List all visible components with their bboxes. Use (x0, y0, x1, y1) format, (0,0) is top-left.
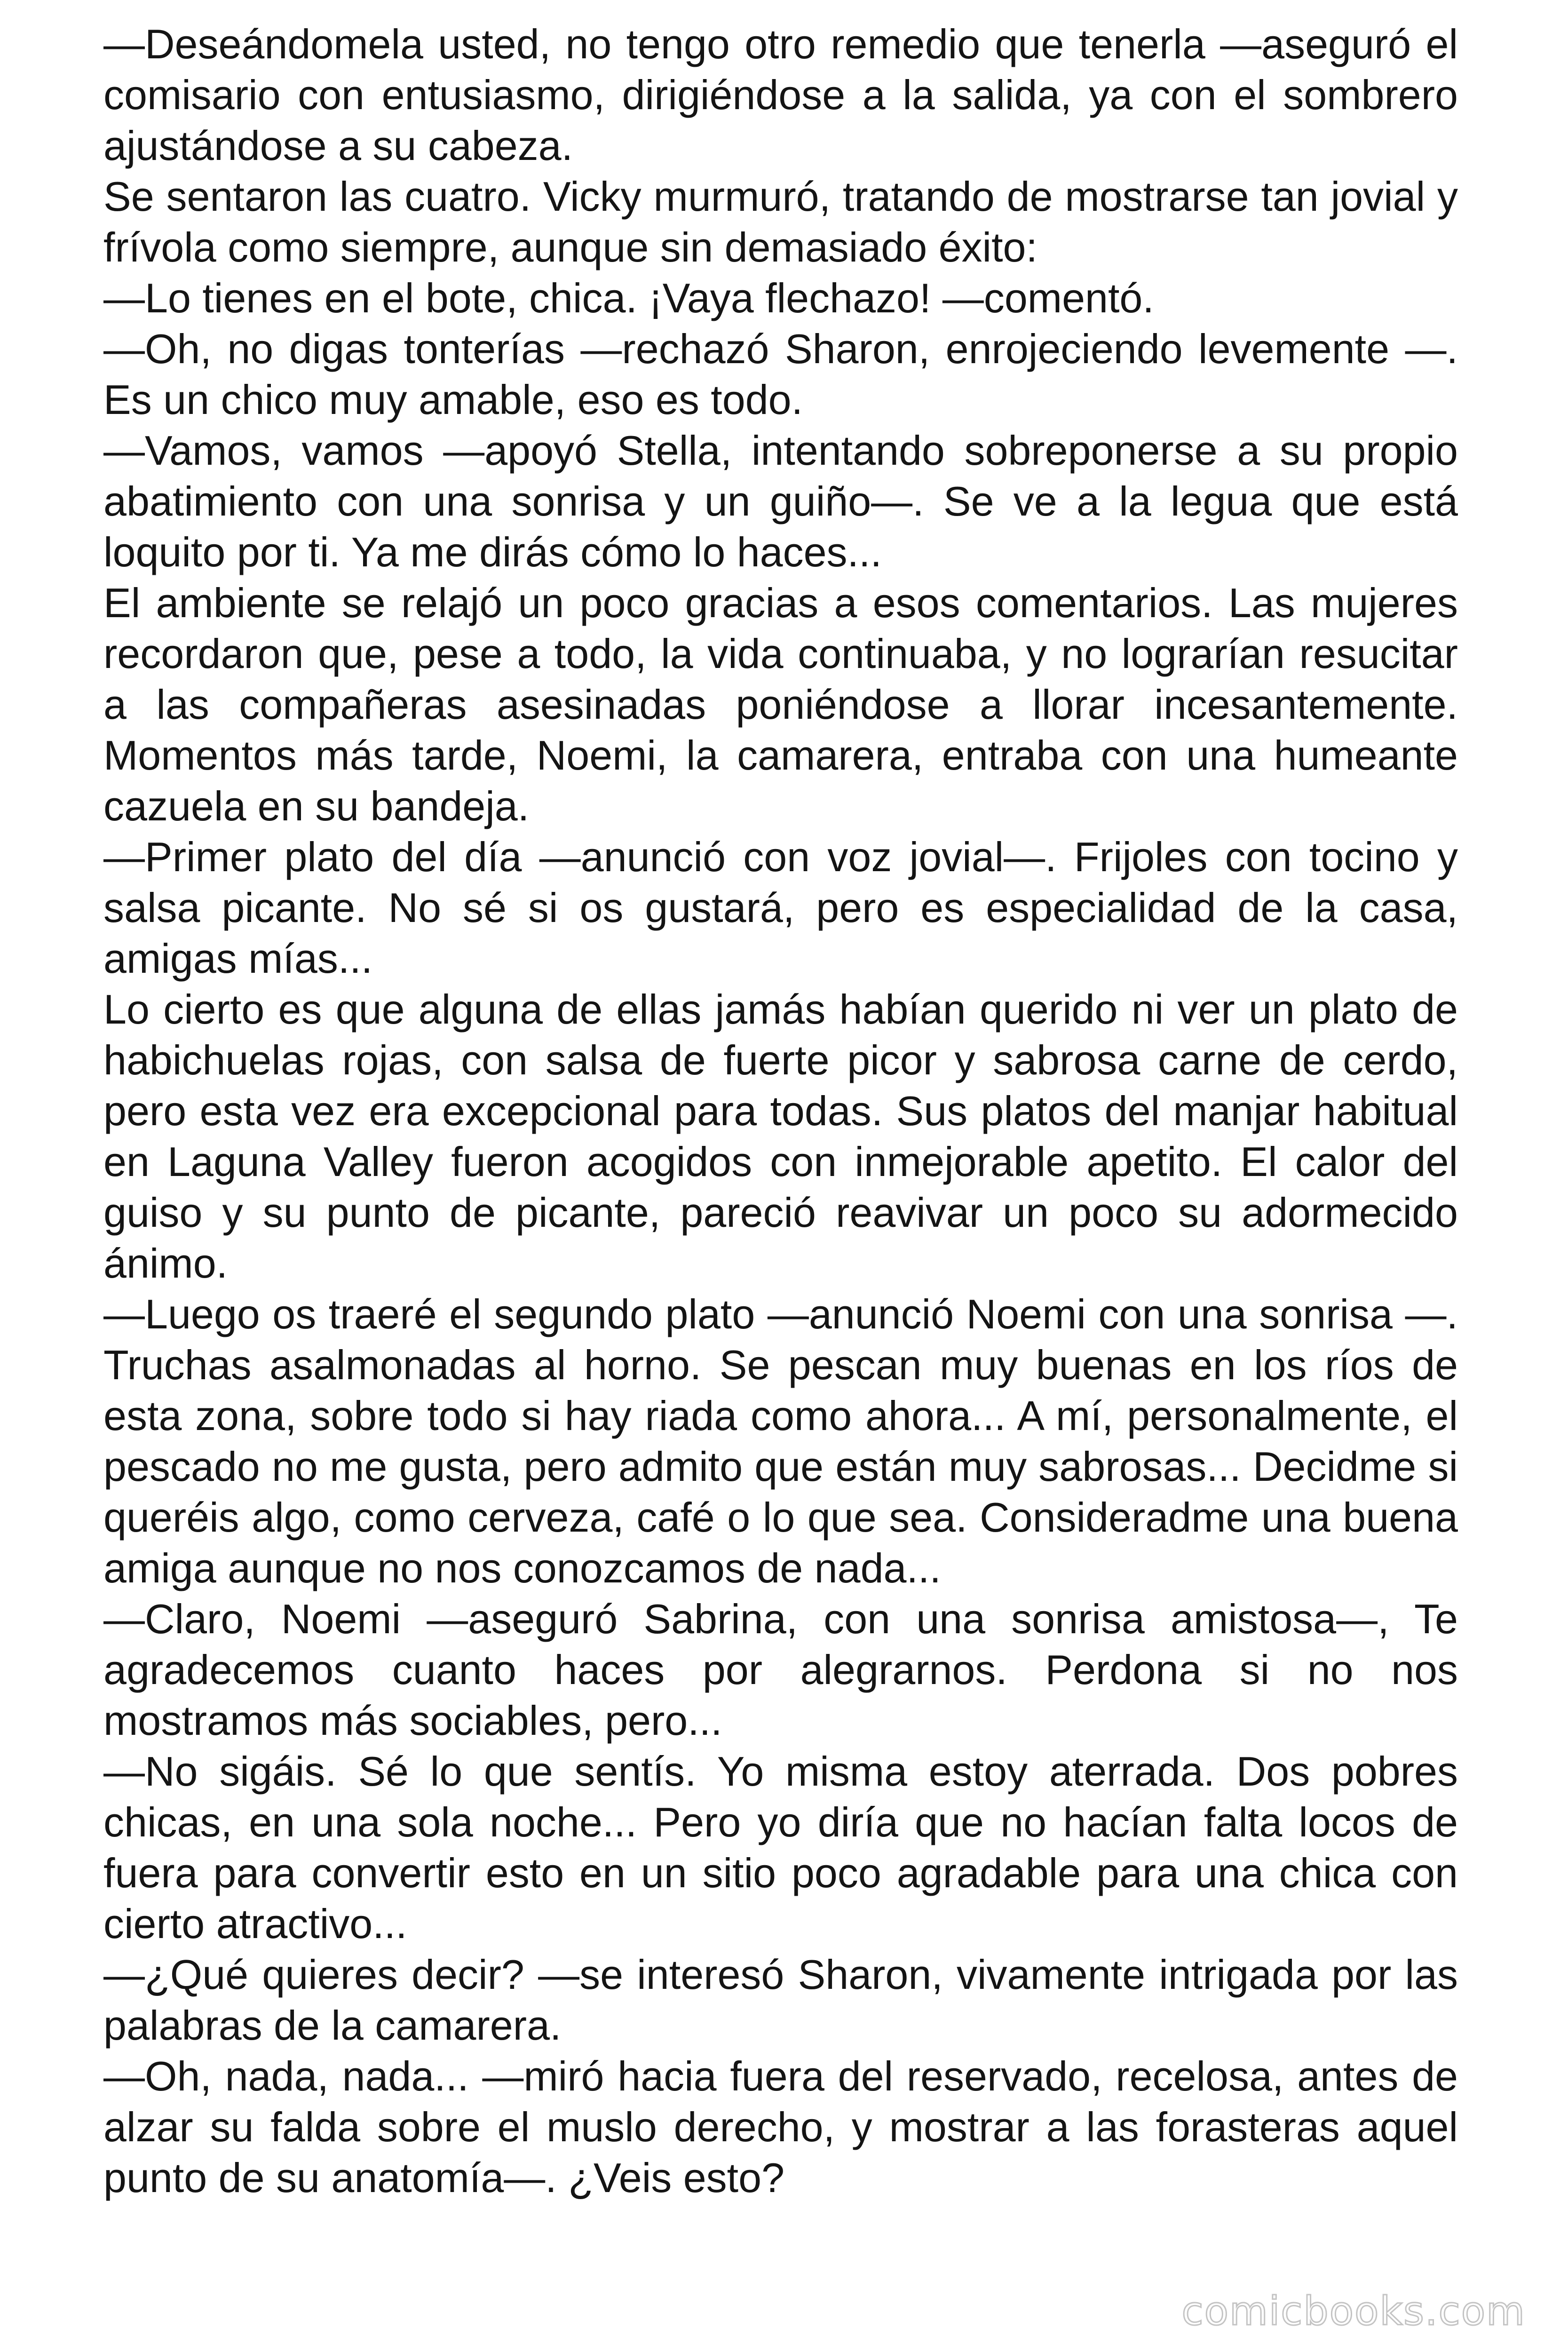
paragraph: —Primer plato del día —anunció con voz jovial—. Frijoles con tocino y salsa picante. No sé si os gustará, pero es especialidad de la casa, amigas mías... (103, 834, 1458, 982)
paragraph: —Oh, nada, nada... —miró hacia fuera del reservado, recelosa, antes de alzar su falda sobre el muslo derecho, y mostrar a las forasteras aquel punto de su anatomía—. ¿Veis esto? (103, 2053, 1458, 2201)
paragraph: Lo cierto es que alguna de ellas jamás habían querido ni ver un plato de habichuelas rojas, con salsa de fuerte picor y sabrosa carne de cerdo, pero esta vez era excepcional para todas. Sus platos del manjar habitual en Laguna Valley fueron acogidos con inmejorable apetito. El calor del guiso y su punto de picante, pareció reavivar un poco su adormecido ánimo. (103, 986, 1458, 1287)
paragraph: —Deseándomela usted, no tengo otro remedio que tenerla —aseguró el comisario con entusiasmo, dirigiéndose a la salida, ya con el sombrero ajustándose a su cabeza. (103, 21, 1458, 169)
paragraph: Se sentaron las cuatro. Vicky murmuró, tratando de mostrarse tan jovial y frívola como siempre, aunque sin demasiado éxito: (103, 173, 1458, 270)
watermark: comicbooks.com (1181, 2288, 1526, 2334)
paragraph: —Oh, no digas tonterías —rechazó Sharon, enrojeciendo levemente —. Es un chico muy amable, eso es todo. (103, 326, 1458, 423)
paragraph: —Luego os traeré el segundo plato —anunció Noemi con una sonrisa —. Truchas asalmonadas al horno. Se pescan muy buenas en los ríos de esta zona, sobre todo si hay riada como ahora... A mí, personalmente, el pescado no me gusta, pero admito que están muy sabrosas... Decidme si queréis algo, como cerveza, café o lo que sea. Consideradme una buena amiga aunque no nos conozcamos de nada... (103, 1291, 1458, 1591)
paragraph: —¿Qué quieres decir? —se interesó Sharon, vivamente intrigada por las palabras de la camarera. (103, 1951, 1458, 2049)
paragraph: —No sigáis. Sé lo que sentís. Yo misma estoy aterrada. Dos pobres chicas, en una sola noche... Pero yo diría que no hacían falta locos de fuera para convertir esto en un sitio poco agradable para una chica con cierto atractivo... (103, 1748, 1458, 1947)
paragraph: —Vamos, vamos —apoyó Stella, intentando sobreponerse a su propio abatimiento con una sonrisa y un guiño—. Se ve a la legua que está loquito por ti. Ya me dirás cómo lo haces... (103, 427, 1458, 575)
body-text (103, 19, 1458, 2203)
paragraph: —Claro, Noemi —aseguró Sabrina, con una sonrisa amistosa—, Te agradecemos cuanto haces por alegrarnos. Perdona si no nos mostramos más sociables, pero... (103, 1596, 1458, 1744)
paragraph: El ambiente se relajó un poco gracias a esos comentarios. Las mujeres recordaron que, pese a todo, la vida continuaba, y no lograrían resucitar a las compañeras asesinadas poniéndose a llorar incesantemente. Momentos más tarde, Noemi, la camarera, entraba con una humeante cazuela en su bandeja. (103, 580, 1458, 829)
paragraph: —Lo tienes en el bote, chica. ¡Vaya flechazo! —comentó. (103, 275, 1154, 321)
